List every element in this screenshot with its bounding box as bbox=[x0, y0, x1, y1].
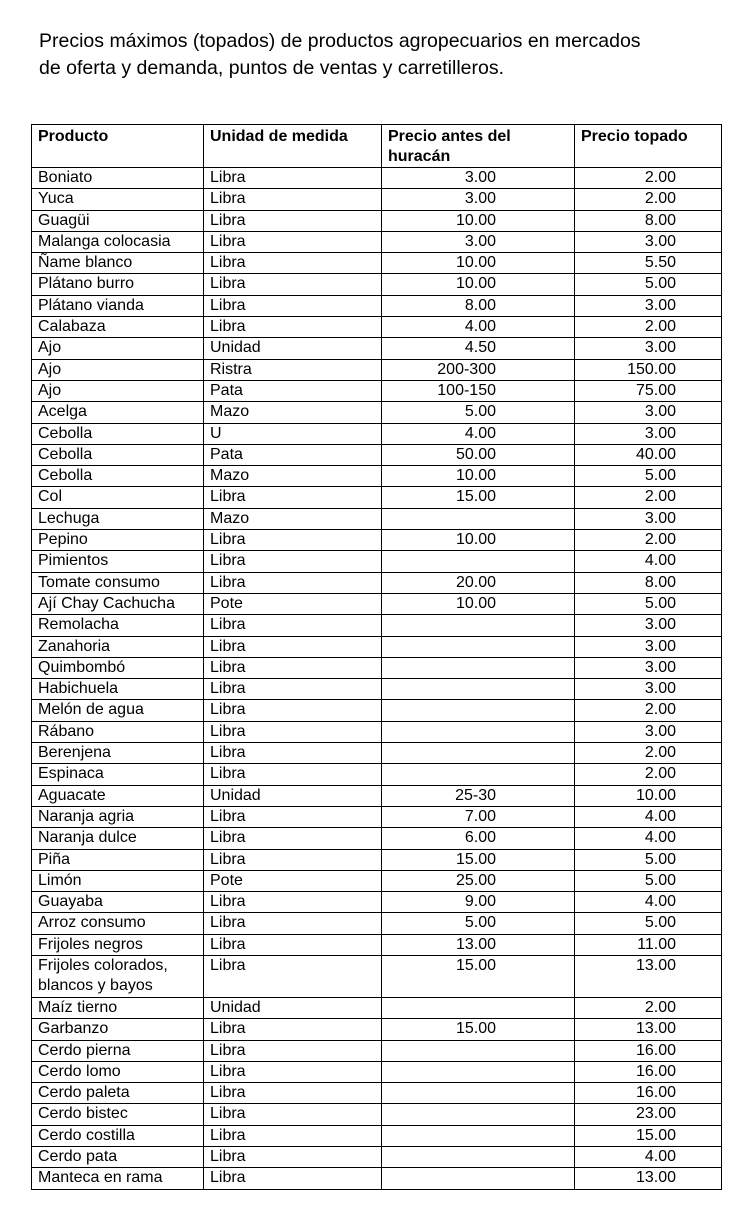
cell-producto: Guagüi bbox=[32, 210, 204, 231]
cell-producto: Arroz consumo bbox=[32, 913, 204, 934]
cell-producto: Rábano bbox=[32, 721, 204, 742]
cell-precio-antes: 100-150 bbox=[382, 380, 575, 401]
table-row bbox=[32, 317, 722, 338]
cell-producto: Maíz tierno bbox=[32, 997, 204, 1018]
header-producto: Producto bbox=[32, 125, 204, 168]
cell-unidad: U bbox=[204, 423, 382, 444]
cell-unidad: Libra bbox=[204, 210, 382, 231]
table-body bbox=[32, 168, 722, 1190]
cell-unidad: Libra bbox=[204, 231, 382, 252]
table-row bbox=[32, 743, 722, 764]
cell-producto: Tomate consumo bbox=[32, 572, 204, 593]
cell-precio-antes: 7.00 bbox=[382, 806, 575, 827]
cell-producto: Cerdo paleta bbox=[32, 1083, 204, 1104]
cell-precio-antes: 4.50 bbox=[382, 338, 575, 359]
cell-unidad: Libra bbox=[204, 1083, 382, 1104]
table-header-row bbox=[32, 125, 722, 168]
cell-precio-topado: 5.00 bbox=[575, 274, 722, 295]
cell-producto: Plátano burro bbox=[32, 274, 204, 295]
table-row bbox=[32, 551, 722, 572]
cell-precio-topado: 2.00 bbox=[575, 189, 722, 210]
cell-unidad: Libra bbox=[204, 274, 382, 295]
cell-precio-antes bbox=[382, 508, 575, 529]
cell-unidad: Libra bbox=[204, 743, 382, 764]
cell-producto: Boniato bbox=[32, 168, 204, 189]
cell-precio-antes: 5.00 bbox=[382, 402, 575, 423]
cell-unidad: Libra bbox=[204, 615, 382, 636]
cell-unidad: Pata bbox=[204, 380, 382, 401]
cell-precio-topado: 5.00 bbox=[575, 466, 722, 487]
cell-producto: Naranja agria bbox=[32, 806, 204, 827]
cell-precio-antes: 9.00 bbox=[382, 892, 575, 913]
cell-precio-topado: 2.00 bbox=[575, 530, 722, 551]
table-row bbox=[32, 764, 722, 785]
cell-producto: Aguacate bbox=[32, 785, 204, 806]
cell-producto: Berenjena bbox=[32, 743, 204, 764]
cell-precio-topado: 5.00 bbox=[575, 870, 722, 891]
cell-precio-topado: 75.00 bbox=[575, 380, 722, 401]
table-row bbox=[32, 721, 722, 742]
table-row bbox=[32, 1019, 722, 1040]
cell-unidad: Libra bbox=[204, 572, 382, 593]
cell-precio-topado: 2.00 bbox=[575, 317, 722, 338]
cell-precio-topado: 3.00 bbox=[575, 402, 722, 423]
cell-unidad: Libra bbox=[204, 636, 382, 657]
cell-producto: Piña bbox=[32, 849, 204, 870]
cell-producto: Cerdo costilla bbox=[32, 1125, 204, 1146]
table-row bbox=[32, 955, 722, 997]
cell-producto: Guayaba bbox=[32, 892, 204, 913]
table-row bbox=[32, 679, 722, 700]
cell-producto: Ajo bbox=[32, 359, 204, 380]
cell-precio-antes bbox=[382, 1168, 575, 1189]
header-precio-topado: Precio topado bbox=[575, 125, 722, 168]
cell-precio-antes: 6.00 bbox=[382, 828, 575, 849]
cell-precio-antes: 15.00 bbox=[382, 487, 575, 508]
cell-producto: Frijoles colorados, blancos y bayos bbox=[32, 955, 204, 997]
cell-precio-topado: 13.00 bbox=[575, 1168, 722, 1189]
table-row bbox=[32, 934, 722, 955]
table-row bbox=[32, 530, 722, 551]
cell-precio-topado: 23.00 bbox=[575, 1104, 722, 1125]
cell-producto: Lechuga bbox=[32, 508, 204, 529]
cell-precio-antes: 10.00 bbox=[382, 274, 575, 295]
cell-precio-topado: 13.00 bbox=[575, 1019, 722, 1040]
table-row bbox=[32, 380, 722, 401]
table-row bbox=[32, 1125, 722, 1146]
cell-precio-topado: 10.00 bbox=[575, 785, 722, 806]
cell-precio-topado: 2.00 bbox=[575, 168, 722, 189]
cell-unidad: Libra bbox=[204, 1104, 382, 1125]
cell-unidad: Libra bbox=[204, 849, 382, 870]
cell-precio-antes bbox=[382, 1061, 575, 1082]
cell-precio-antes: 10.00 bbox=[382, 466, 575, 487]
cell-precio-antes bbox=[382, 743, 575, 764]
cell-precio-topado: 2.00 bbox=[575, 997, 722, 1018]
cell-precio-antes bbox=[382, 657, 575, 678]
table-row bbox=[32, 1061, 722, 1082]
table-row bbox=[32, 1083, 722, 1104]
cell-precio-topado: 16.00 bbox=[575, 1083, 722, 1104]
cell-precio-antes bbox=[382, 700, 575, 721]
table-row bbox=[32, 508, 722, 529]
cell-precio-antes: 10.00 bbox=[382, 530, 575, 551]
cell-precio-topado: 5.00 bbox=[575, 913, 722, 934]
cell-unidad: Libra bbox=[204, 168, 382, 189]
cell-producto: Pimientos bbox=[32, 551, 204, 572]
table-row bbox=[32, 913, 722, 934]
cell-precio-antes: 10.00 bbox=[382, 210, 575, 231]
cell-unidad: Libra bbox=[204, 1019, 382, 1040]
cell-unidad: Libra bbox=[204, 700, 382, 721]
cell-precio-antes: 25-30 bbox=[382, 785, 575, 806]
cell-unidad: Ristra bbox=[204, 359, 382, 380]
cell-precio-antes: 200-300 bbox=[382, 359, 575, 380]
table-row bbox=[32, 253, 722, 274]
cell-precio-topado: 2.00 bbox=[575, 487, 722, 508]
cell-unidad: Mazo bbox=[204, 402, 382, 423]
cell-precio-antes: 3.00 bbox=[382, 168, 575, 189]
cell-producto: Cebolla bbox=[32, 444, 204, 465]
cell-precio-antes bbox=[382, 1125, 575, 1146]
table-row bbox=[32, 849, 722, 870]
cell-producto: Pepino bbox=[32, 530, 204, 551]
cell-producto: Col bbox=[32, 487, 204, 508]
cell-unidad: Mazo bbox=[204, 508, 382, 529]
cell-precio-antes: 13.00 bbox=[382, 934, 575, 955]
cell-producto: Malanga colocasia bbox=[32, 231, 204, 252]
cell-unidad: Libra bbox=[204, 679, 382, 700]
table-row bbox=[32, 231, 722, 252]
cell-precio-antes bbox=[382, 721, 575, 742]
cell-unidad: Libra bbox=[204, 1147, 382, 1168]
cell-precio-topado: 3.00 bbox=[575, 636, 722, 657]
cell-precio-antes: 10.00 bbox=[382, 253, 575, 274]
table-row bbox=[32, 892, 722, 913]
cell-producto: Acelga bbox=[32, 402, 204, 423]
cell-unidad: Libra bbox=[204, 1040, 382, 1061]
cell-precio-topado: 2.00 bbox=[575, 743, 722, 764]
cell-precio-antes: 8.00 bbox=[382, 295, 575, 316]
cell-unidad: Libra bbox=[204, 551, 382, 572]
cell-unidad: Pata bbox=[204, 444, 382, 465]
table-row bbox=[32, 359, 722, 380]
cell-producto: Manteca en rama bbox=[32, 1168, 204, 1189]
header-unidad: Unidad de medida bbox=[204, 125, 382, 168]
document-title: Precios máximos (topados) de productos agropecuarios en mercados de oferta y demanda, puntos de ventas y carretilleros. bbox=[39, 30, 641, 79]
cell-unidad: Libra bbox=[204, 657, 382, 678]
cell-precio-topado: 13.00 bbox=[575, 955, 722, 997]
cell-unidad: Mazo bbox=[204, 466, 382, 487]
cell-precio-topado: 3.00 bbox=[575, 679, 722, 700]
cell-producto: Espinaca bbox=[32, 764, 204, 785]
price-table bbox=[31, 124, 722, 1190]
cell-unidad: Libra bbox=[204, 764, 382, 785]
cell-unidad: Libra bbox=[204, 721, 382, 742]
cell-unidad: Unidad bbox=[204, 785, 382, 806]
cell-precio-topado: 3.00 bbox=[575, 423, 722, 444]
cell-producto: Zanahoria bbox=[32, 636, 204, 657]
cell-precio-topado: 16.00 bbox=[575, 1061, 722, 1082]
table-row bbox=[32, 1168, 722, 1189]
cell-precio-antes: 15.00 bbox=[382, 1019, 575, 1040]
cell-producto: Calabaza bbox=[32, 317, 204, 338]
cell-precio-antes: 5.00 bbox=[382, 913, 575, 934]
table-row bbox=[32, 1040, 722, 1061]
cell-precio-antes bbox=[382, 997, 575, 1018]
cell-unidad: Unidad bbox=[204, 997, 382, 1018]
cell-unidad: Libra bbox=[204, 317, 382, 338]
cell-producto: Plátano vianda bbox=[32, 295, 204, 316]
cell-unidad: Libra bbox=[204, 189, 382, 210]
cell-precio-antes: 50.00 bbox=[382, 444, 575, 465]
table-row bbox=[32, 423, 722, 444]
table-row bbox=[32, 189, 722, 210]
table-row bbox=[32, 615, 722, 636]
cell-unidad: Libra bbox=[204, 806, 382, 827]
cell-precio-antes: 25.00 bbox=[382, 870, 575, 891]
cell-unidad: Libra bbox=[204, 913, 382, 934]
cell-producto: Ají Chay Cachucha bbox=[32, 593, 204, 614]
cell-precio-antes: 20.00 bbox=[382, 572, 575, 593]
cell-unidad: Libra bbox=[204, 295, 382, 316]
cell-precio-topado: 3.00 bbox=[575, 721, 722, 742]
cell-precio-antes bbox=[382, 1040, 575, 1061]
table-row bbox=[32, 636, 722, 657]
cell-precio-antes: 3.00 bbox=[382, 189, 575, 210]
cell-unidad: Libra bbox=[204, 1168, 382, 1189]
cell-precio-antes: 15.00 bbox=[382, 955, 575, 997]
cell-precio-antes bbox=[382, 615, 575, 636]
table-row bbox=[32, 870, 722, 891]
table-row bbox=[32, 828, 722, 849]
cell-precio-topado: 40.00 bbox=[575, 444, 722, 465]
cell-producto: Yuca bbox=[32, 189, 204, 210]
table-row bbox=[32, 700, 722, 721]
table-row bbox=[32, 785, 722, 806]
cell-precio-topado: 8.00 bbox=[575, 572, 722, 593]
cell-unidad: Pote bbox=[204, 593, 382, 614]
cell-producto: Cerdo lomo bbox=[32, 1061, 204, 1082]
cell-producto: Habichuela bbox=[32, 679, 204, 700]
table-row bbox=[32, 657, 722, 678]
cell-producto: Cerdo pierna bbox=[32, 1040, 204, 1061]
cell-unidad: Libra bbox=[204, 934, 382, 955]
cell-precio-antes: 4.00 bbox=[382, 317, 575, 338]
cell-producto: Cebolla bbox=[32, 423, 204, 444]
cell-precio-topado: 5.00 bbox=[575, 593, 722, 614]
cell-precio-topado: 3.00 bbox=[575, 338, 722, 359]
cell-precio-topado: 3.00 bbox=[575, 231, 722, 252]
header-precio-antes: Precio antes del huracán bbox=[382, 125, 575, 168]
table-row bbox=[32, 1147, 722, 1168]
cell-precio-topado: 8.00 bbox=[575, 210, 722, 231]
cell-precio-antes: 15.00 bbox=[382, 849, 575, 870]
cell-precio-topado: 2.00 bbox=[575, 764, 722, 785]
cell-producto: Ajo bbox=[32, 380, 204, 401]
cell-precio-antes bbox=[382, 1104, 575, 1125]
cell-precio-antes: 3.00 bbox=[382, 231, 575, 252]
cell-unidad: Libra bbox=[204, 828, 382, 849]
table-row bbox=[32, 168, 722, 189]
cell-unidad: Libra bbox=[204, 487, 382, 508]
cell-producto: Garbanzo bbox=[32, 1019, 204, 1040]
cell-precio-topado: 2.00 bbox=[575, 700, 722, 721]
cell-unidad: Libra bbox=[204, 530, 382, 551]
cell-precio-antes bbox=[382, 636, 575, 657]
table-row bbox=[32, 1104, 722, 1125]
cell-precio-antes: 10.00 bbox=[382, 593, 575, 614]
cell-precio-antes bbox=[382, 764, 575, 785]
cell-precio-topado: 5.50 bbox=[575, 253, 722, 274]
cell-precio-topado: 3.00 bbox=[575, 615, 722, 636]
table-row bbox=[32, 444, 722, 465]
cell-precio-topado: 16.00 bbox=[575, 1040, 722, 1061]
table-row bbox=[32, 466, 722, 487]
table-row bbox=[32, 572, 722, 593]
cell-precio-topado: 3.00 bbox=[575, 295, 722, 316]
cell-precio-topado: 15.00 bbox=[575, 1125, 722, 1146]
cell-producto: Cebolla bbox=[32, 466, 204, 487]
cell-precio-antes bbox=[382, 1147, 575, 1168]
cell-precio-topado: 4.00 bbox=[575, 828, 722, 849]
table-row bbox=[32, 338, 722, 359]
cell-precio-topado: 4.00 bbox=[575, 551, 722, 572]
cell-producto: Ñame blanco bbox=[32, 253, 204, 274]
cell-precio-topado: 11.00 bbox=[575, 934, 722, 955]
table-row bbox=[32, 593, 722, 614]
cell-producto: Frijoles negros bbox=[32, 934, 204, 955]
cell-producto: Quimbombó bbox=[32, 657, 204, 678]
table-row bbox=[32, 210, 722, 231]
cell-producto: Melón de agua bbox=[32, 700, 204, 721]
cell-unidad: Libra bbox=[204, 955, 382, 997]
cell-producto: Remolacha bbox=[32, 615, 204, 636]
table-row bbox=[32, 295, 722, 316]
cell-producto: Cerdo pata bbox=[32, 1147, 204, 1168]
cell-precio-antes bbox=[382, 1083, 575, 1104]
cell-precio-topado: 4.00 bbox=[575, 1147, 722, 1168]
cell-precio-antes bbox=[382, 679, 575, 700]
cell-unidad: Libra bbox=[204, 1061, 382, 1082]
cell-producto: Ajo bbox=[32, 338, 204, 359]
cell-producto: Naranja dulce bbox=[32, 828, 204, 849]
cell-producto: Limón bbox=[32, 870, 204, 891]
cell-unidad: Libra bbox=[204, 253, 382, 274]
cell-producto: Cerdo bistec bbox=[32, 1104, 204, 1125]
cell-precio-topado: 3.00 bbox=[575, 508, 722, 529]
cell-precio-topado: 5.00 bbox=[575, 849, 722, 870]
cell-precio-topado: 4.00 bbox=[575, 806, 722, 827]
table-row bbox=[32, 487, 722, 508]
table-row bbox=[32, 274, 722, 295]
cell-precio-antes bbox=[382, 551, 575, 572]
cell-precio-topado: 150.00 bbox=[575, 359, 722, 380]
cell-precio-topado: 4.00 bbox=[575, 892, 722, 913]
cell-unidad: Libra bbox=[204, 1125, 382, 1146]
cell-precio-antes: 4.00 bbox=[382, 423, 575, 444]
cell-unidad: Unidad bbox=[204, 338, 382, 359]
cell-unidad: Libra bbox=[204, 892, 382, 913]
table-row bbox=[32, 997, 722, 1018]
table-row bbox=[32, 806, 722, 827]
cell-unidad: Pote bbox=[204, 870, 382, 891]
cell-precio-topado: 3.00 bbox=[575, 657, 722, 678]
table-row bbox=[32, 402, 722, 423]
